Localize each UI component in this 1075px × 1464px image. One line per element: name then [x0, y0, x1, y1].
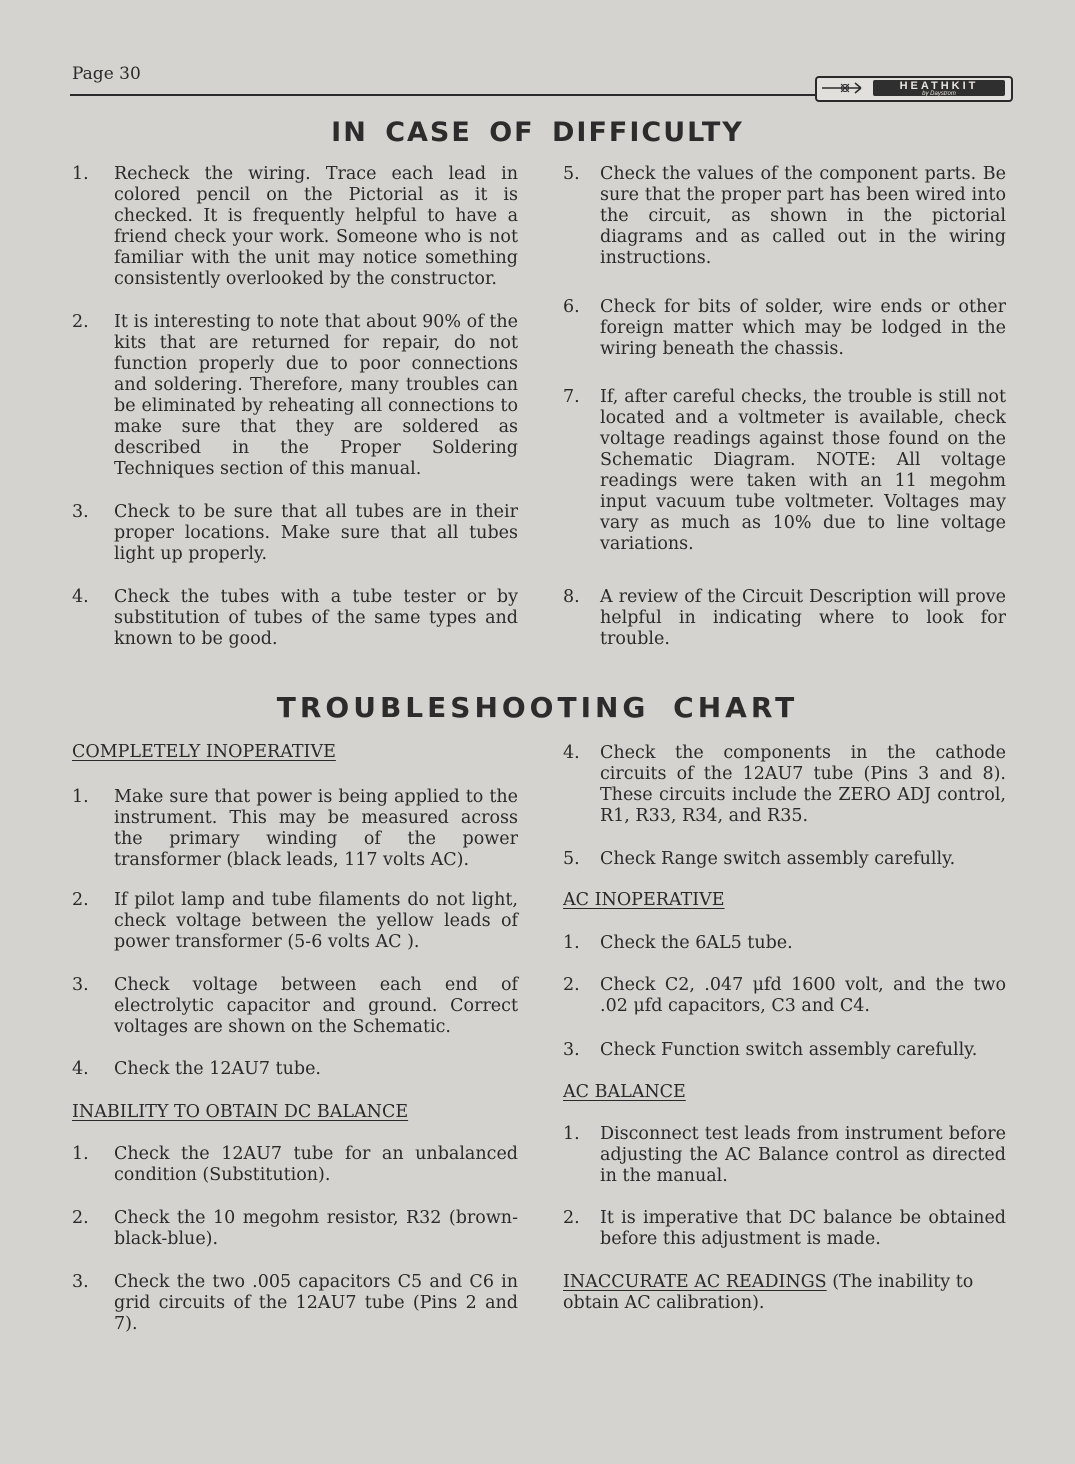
- item-number: 1.: [563, 933, 580, 953]
- item-number: 3.: [72, 975, 89, 995]
- troubleshooting-title: TROUBLESHOOTING CHART: [276, 691, 799, 724]
- item-number: 2.: [563, 975, 580, 995]
- item-number: 1.: [563, 1124, 580, 1144]
- item-number: 1.: [72, 164, 89, 184]
- heading-completely-inoperative: COMPLETELY INOPERATIVE: [72, 742, 336, 762]
- item-text: Check the 10 megohm resistor, R32 (brown-black-blue).: [114, 1208, 518, 1249]
- item-number: 4.: [563, 743, 580, 763]
- item-number: 2.: [72, 890, 89, 910]
- item-text: It is interesting to note that about 90% of the kits that are returned for repair, do not function properly due to poor connections and soldering. Therefore, many troubles can be eliminated by reheating all connections to make sure that they are soldered as described in the Proper Soldering Techniques section of this manual.: [114, 312, 518, 479]
- item-number: 5.: [563, 164, 580, 184]
- inaccurate-ac-text: (The inability to obtain AC calibration).: [563, 1272, 974, 1313]
- inaccurate-ac-readings: [563, 1272, 1009, 1314]
- item-text: Check the values of the component parts. Be sure that the proper part has been wired into the circuit, as shown in the pictorial diagrams and as called out in the wiring instructions.: [600, 164, 1006, 268]
- item-text: If, after careful checks, the trouble is still not located and a voltmeter is available, check voltage readings against those found on the Schematic Diagram. NOTE: All voltage readings were taken with an 11 megohm input vacuum tube voltmeter. Voltages may vary as much as 10% due to line voltage variations.: [600, 387, 1006, 554]
- item-number: 8.: [563, 587, 580, 607]
- item-text: Check Function switch assembly carefully.: [600, 1040, 978, 1060]
- item-number: 6.: [563, 297, 580, 317]
- heading-inaccurate-ac: INACCURATE AC READINGS: [563, 1272, 827, 1292]
- item-text: Check voltage between each end of electrolytic capacitor and ground. Correct voltages are shown on the Schematic.: [114, 975, 518, 1037]
- item-number: 4.: [72, 587, 89, 607]
- item-text: Check the 12AU7 tube.: [114, 1059, 321, 1079]
- item-text: Check the components in the cathode circuits of the 12AU7 tube (Pins 3 and 8). These circuits include the ZERO ADJ control, R1, R33, R34, and R35.: [600, 743, 1006, 826]
- item-number: 5.: [563, 849, 580, 869]
- item-text: Check to be sure that all tubes are in their proper locations. Make sure that all tubes light up properly.: [114, 502, 518, 564]
- item-text: Check Range switch assembly carefully.: [600, 849, 956, 869]
- arrow-logo-icon: [821, 82, 871, 94]
- item-number: 7.: [563, 387, 580, 407]
- difficulty-title: IN CASE OF DIFFICULTY: [331, 117, 744, 148]
- item-text: Check the 12AU7 tube for an unbalanced condition (Substitution).: [114, 1144, 518, 1185]
- item-number: 3.: [72, 502, 89, 522]
- item-number: 2.: [72, 1208, 89, 1228]
- item-text: Check C2, .047 μfd 1600 volt, and the two .02 μfd capacitors, C3 and C4.: [600, 975, 1006, 1016]
- heading-ac-balance: AC BALANCE: [563, 1082, 686, 1102]
- logo-wordmark: [873, 80, 1005, 96]
- item-text: Make sure that power is being applied to the instrument. This may be measured across the primary winding of the power transformer (black leads, 117 volts AC).: [114, 787, 518, 870]
- item-text: Recheck the wiring. Trace each lead in colored pencil on the Pictorial as it is checked. It is frequently helpful to have a friend check your work. Someone who is not familiar with the unit may notice something consistently overlooked by the constructor.: [114, 164, 518, 289]
- item-number: 3.: [72, 1272, 89, 1292]
- heathkit-logo: [815, 76, 1013, 102]
- item-text: Check the 6AL5 tube.: [600, 933, 793, 953]
- item-number: 1.: [72, 1144, 89, 1164]
- logo-subtext: by Daystrom: [922, 91, 956, 97]
- item-text: A review of the Circuit Description will prove helpful in indicating where to look for trouble.: [600, 587, 1006, 649]
- item-text: Check the two .005 capacitors C5 and C6 in grid circuits of the 12AU7 tube (Pins 2 and 7).: [114, 1272, 518, 1334]
- heading-ac-inoperative: AC INOPERATIVE: [563, 890, 725, 910]
- item-text: If pilot lamp and tube filaments do not light, check voltage between the yellow leads of power transformer (5-6 volts AC ).: [114, 890, 518, 952]
- item-text: Check for bits of solder, wire ends or other foreign matter which may be lodged in the wiring beneath the chassis.: [600, 297, 1006, 359]
- item-number: 2.: [563, 1208, 580, 1228]
- item-number: 2.: [72, 312, 89, 332]
- logo-text: HEATHKIT: [899, 80, 979, 92]
- heading-dc-balance: INABILITY TO OBTAIN DC BALANCE: [72, 1102, 409, 1122]
- item-text: Disconnect test leads from instrument before adjusting the AC Balance control as directed in the manual.: [600, 1124, 1006, 1186]
- header-rule: [70, 94, 815, 96]
- item-number: 3.: [563, 1040, 580, 1060]
- page-number: Page 30: [72, 64, 141, 84]
- item-number: 1.: [72, 787, 89, 807]
- item-text: Check the tubes with a tube tester or by substitution of tubes of the same types and known to be good.: [114, 587, 518, 649]
- item-number: 4.: [72, 1059, 89, 1079]
- item-text: It is imperative that DC balance be obtained before this adjustment is made.: [600, 1208, 1006, 1249]
